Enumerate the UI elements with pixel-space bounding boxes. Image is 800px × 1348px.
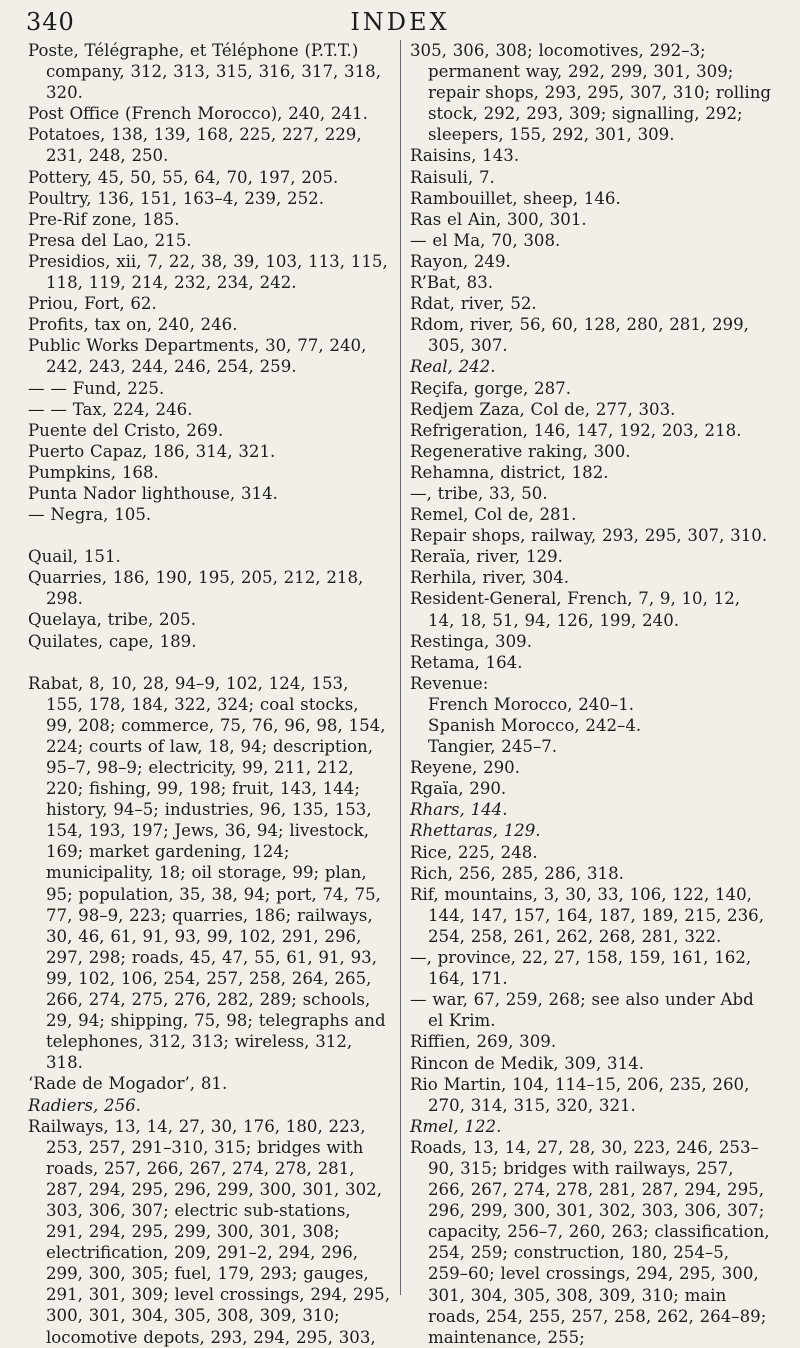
index-entry: — — Fund, 225. xyxy=(28,378,165,398)
index-entry: Regenerative raking, 300. xyxy=(410,441,631,461)
index-entry: Rabat, 8, 10, 28, 94–9, 102, 124, 153, 155, 178, 184, 322, 324; coal stocks, 99, 208; commerce, 75, 76, 96, 98, 154, 224; courts of law, 18, 94; description, 95–7, 98–9; electricity, 99, 211, 212, 220; fishing, 99, 198; fruit, 143, 144; history, 94–5; industries, 96, 135, 153, 154, 193, 197; Jews, 36, 94; livestock, 169; market gardening, 124; municipality, 18; oil storage, 99; plan, 95; population, 35, 38, 94; port, 74, 75, 77, 98–9, 223; quarries, 186; railways, 30, 46, 61, 91, 93, 99, 102, 291, 296, 297, 298; roads, 45, 47, 55, 61, 91, 93, 99, 102, 106, 254, 257, 258, 264, 265, 266, 274, 275, 276, 282, 289; schools, 29, 94; shipping, 75, 98; telegraphs and telephones, 312, 313; wireless, 312, 318. xyxy=(28,673,386,1073)
index-entry: ‘Rade de Mogador’, 81. xyxy=(28,1074,228,1094)
index-entry: Pumpkins, 168. xyxy=(28,462,159,482)
index-entry: Rerhila, river, 304. xyxy=(410,568,570,588)
index-entry: Poultry, 136, 151, 163–4, 239, 252. xyxy=(28,188,324,208)
index-entry: 305, 306, 308; locomotives, 292–3; permanent way, 292, 299, 301, 309; repair shops, 293, 295, 307, 310; rolling stock, 292, 293, 309; signalling, 292; sleepers, 155, 292, 301, 309. xyxy=(410,41,772,145)
index-entry: Pre-Rif zone, 185. xyxy=(28,209,180,229)
index-entry: Real, 242. xyxy=(410,357,496,377)
index-entry: Poste, Télégraphe, et Téléphone (P.T.T.) company, 312, 313, 315, 316, 317, 318, 320. xyxy=(28,41,381,103)
index-entry: Reraïa, river, 129. xyxy=(410,547,563,567)
column-divider xyxy=(400,40,401,1295)
index-entry: Refrigeration, 146, 147, 192, 203, 218. xyxy=(410,420,742,440)
index-entry: — el Ma, 70, 308. xyxy=(410,230,561,250)
index-entry: Profits, tax on, 240, 246. xyxy=(28,315,238,335)
index-entry: Retama, 164. xyxy=(410,652,523,672)
index-entry: Repair shops, railway, 293, 295, 307, 310. xyxy=(410,526,768,546)
index-columns xyxy=(28,40,788,1347)
page-number: 340 xyxy=(26,8,75,36)
index-entry: Tangier, 245–7. xyxy=(428,737,558,757)
index-entry: Presa del Lao, 215. xyxy=(28,230,192,250)
index-entry: Riffien, 269, 309. xyxy=(410,1032,557,1052)
index-entry: French Morocco, 240–1. xyxy=(428,694,635,714)
page-header xyxy=(26,2,774,38)
index-entry: Remel, Col de, 281. xyxy=(410,505,577,525)
index-entry: Rgaïa, 290. xyxy=(410,779,507,799)
right-column xyxy=(410,40,772,1348)
index-entry: Rice, 225, 248. xyxy=(410,842,538,862)
index-entry: Rdom, river, 56, 60, 128, 280, 281, 299, 305, 307. xyxy=(410,315,749,356)
index-entry: Redjem Zaza, Col de, 277, 303. xyxy=(410,399,676,419)
index-entry: Rhettaras, 129. xyxy=(410,821,541,841)
index-entry: —, province, 22, 27, 158, 159, 161, 162, 164, 171. xyxy=(410,948,752,989)
index-entry: Revenue: xyxy=(410,673,489,693)
index-entry: Public Works Departments, 30, 77, 240, 242, 243, 244, 246, 254, 259. xyxy=(28,336,367,377)
index-entry: Raisuli, 7. xyxy=(410,167,495,187)
index-entry: —, tribe, 33, 50. xyxy=(410,483,548,503)
index-entry: Rhars, 144. xyxy=(410,800,508,820)
index-entry: Rincon de Medik, 309, 314. xyxy=(410,1053,644,1073)
index-entry: Roads, 13, 14, 27, 28, 30, 223, 246, 253–90, 315; bridges with railways, 257, 266, 267, 274, 278, 281, 287, 294, 295, 296, 299, 300, 301, 302, 303, 306, 307; capacity, 256–7, 260, 263; classification, 254, 259; construction, 180, 254–5, 259–60; level crossings, 294, 295, 300, 301, 304, 305, 308, 309, 310; main roads, 254, 255, 257, 258, 262, 264–89; maintenance, 255; xyxy=(410,1137,770,1347)
index-entry: Post Office (French Morocco), 240, 241. xyxy=(28,104,368,124)
index-entry: Restinga, 309. xyxy=(410,631,533,651)
left-column xyxy=(28,40,390,1348)
index-entry: Quilates, cape, 189. xyxy=(28,631,197,651)
index-entry: Ras el Ain, 300, 301. xyxy=(410,209,587,229)
index-entry: Reyene, 290. xyxy=(410,758,521,778)
index-entry: Puerto Capaz, 186, 314, 321. xyxy=(28,441,276,461)
index-entry: Pottery, 45, 50, 55, 64, 70, 197, 205. xyxy=(28,167,339,187)
index-entry: Spanish Morocco, 242–4. xyxy=(428,716,642,735)
index-entry: Rio Martin, 104, 114–15, 206, 235, 260, 270, 314, 315, 320, 321. xyxy=(410,1074,750,1115)
index-entry: Priou, Fort, 62. xyxy=(28,294,157,314)
index-entry: Quail, 151. xyxy=(28,547,121,567)
index-entry: Rif, mountains, 3, 30, 33, 106, 122, 140, 144, 147, 157, 164, 187, 189, 215, 236, 254, 258, 261, 262, 268, 281, 322. xyxy=(410,884,764,946)
index-entry: Rmel, 122. xyxy=(410,1116,502,1136)
index-entry: Potatoes, 138, 139, 168, 225, 227, 229, 231, 248, 250. xyxy=(28,125,362,166)
index-entry: Rdat, river, 52. xyxy=(410,294,537,314)
index-entry: R’Bat, 83. xyxy=(410,273,494,293)
running-head-title: INDEX xyxy=(350,8,450,36)
index-entry: Quelaya, tribe, 205. xyxy=(28,610,196,630)
index-entry: Reçifa, gorge, 287. xyxy=(410,378,571,398)
index-entry: Puente del Cristo, 269. xyxy=(28,420,224,440)
index-entry: Raisins, 143. xyxy=(410,146,520,166)
index-entry: Resident-General, French, 7, 9, 10, 12, 14, 18, 51, 94, 126, 199, 240. xyxy=(410,589,741,630)
index-entry: Quarries, 186, 190, 195, 205, 212, 218, 298. xyxy=(28,568,364,609)
index-entry: — — Tax, 224, 246. xyxy=(28,399,193,419)
index-entry: Railways, 13, 14, 27, 30, 176, 180, 223, 253, 257, 291–310, 315; bridges with roads, 257, 266, 267, 274, 278, 281, 287, 294, 295, 296, 299, 300, 301, 302, 303, 306, 307; electric sub-stations, 291, 294, 295, 299, 300, 301, 308; electrification, 209, 291–2, 294, 296, 299, 300, 305; fuel, 179, 293; gauges, 291, 301, 309; level crossings, 294, 295, 300, 301, 304, 305, 308, 309, 310; locomotive depots, 293, 294, 295, 303, xyxy=(28,1116,390,1347)
index-entry: — Negra, 105. xyxy=(28,505,152,525)
index-entry: Rambouillet, sheep, 146. xyxy=(410,188,621,208)
index-entry: Rayon, 249. xyxy=(410,251,511,271)
index-entry: Presidios, xii, 7, 22, 38, 39, 103, 113, 115, 118, 119, 214, 232, 234, 242. xyxy=(28,251,388,293)
index-entry: Rich, 256, 285, 286, 318. xyxy=(410,863,624,883)
index-entry: Rehamna, district, 182. xyxy=(410,462,609,482)
index-entry: Radiers, 256. xyxy=(28,1095,141,1115)
index-entry: — war, 67, 259, 268; see also under Abd el Krim. xyxy=(410,990,754,1031)
index-entry: Punta Nador lighthouse, 314. xyxy=(28,483,278,503)
